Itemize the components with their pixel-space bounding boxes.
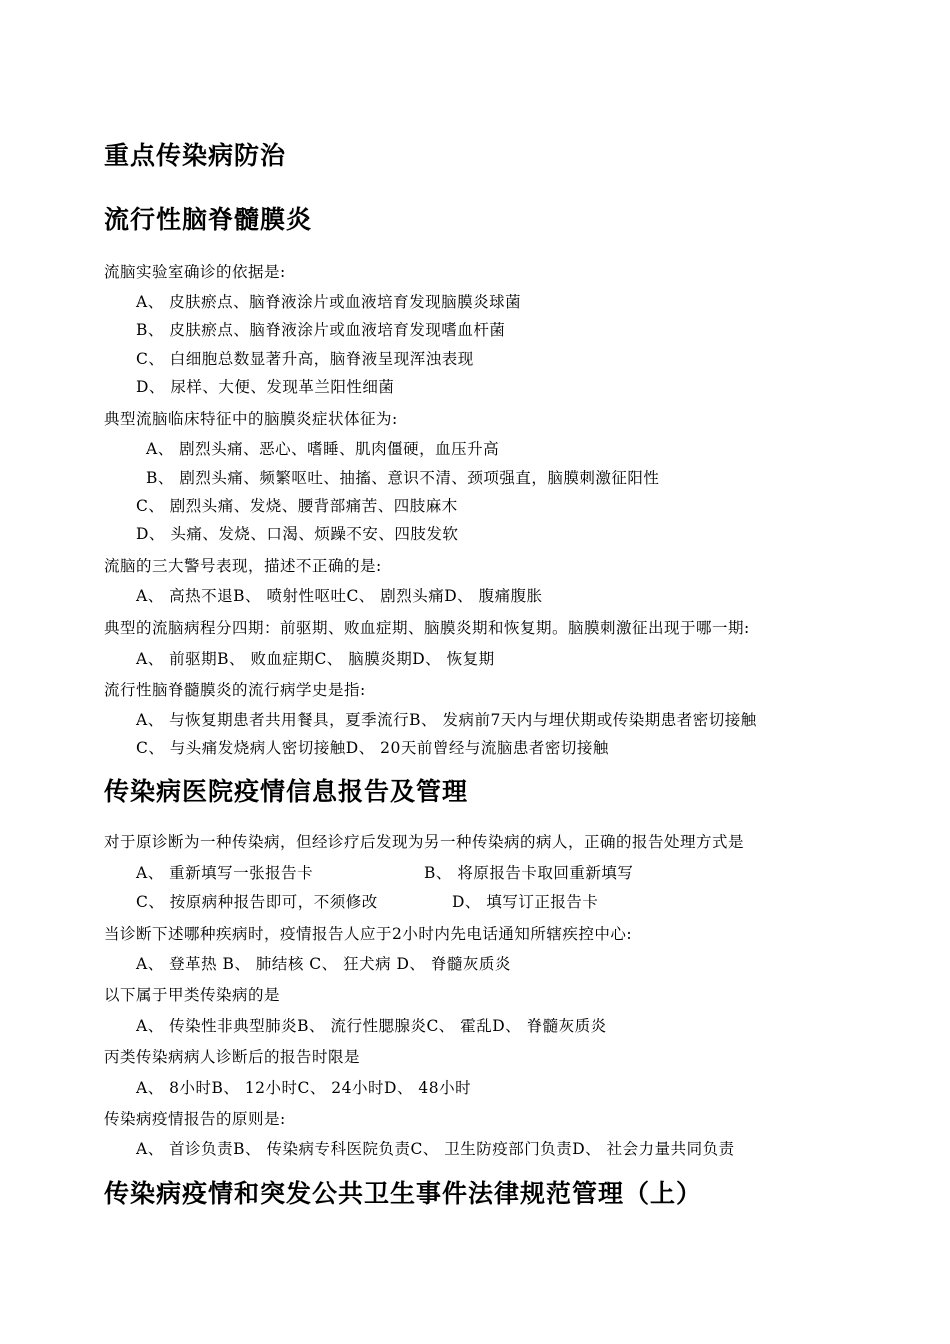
option: C、 按原病种报告即可，不须修改 xyxy=(136,893,378,911)
option-row: A、 登革热 B、 肺结核 C、 狂犬病 D、 脊髓灰质炎 xyxy=(136,955,511,973)
option-row: C、 与头痛发烧病人密切接触D、 20天前曾经与流脑患者密切接触 xyxy=(136,739,609,757)
question: 当诊断下述哪种疾病时，疫情报告人应于2小时内先电话通知所辖疾控中心: xyxy=(104,925,633,943)
section-title: 传染病医院疫情信息报告及管理 xyxy=(104,777,469,806)
option-row: A、 首诊负责B、 传染病专科医院负责C、 卫生防疫部门负责D、 社会力量共同负责 xyxy=(136,1140,735,1158)
question: 流脑的三大警号表现，描述不正确的是: xyxy=(104,557,382,575)
option-row: A、 高热不退B、 喷射性呕吐C、 剧烈头痛D、 腹痛腹胀 xyxy=(136,587,543,605)
question: 丙类传染病病人诊断后的报告时限是 xyxy=(104,1048,361,1066)
question: 典型流脑临床特征中的脑膜炎症状体征为: xyxy=(104,410,398,428)
question: 流脑实验室确诊的依据是: xyxy=(104,263,286,281)
section-title: 传染病疫情和突发公共卫生事件法律规范管理（上） xyxy=(104,1179,703,1208)
option: C、 白细胞总数显著升高，脑脊液呈现浑浊表现 xyxy=(136,350,474,368)
option: D、 尿样、大便、发现革兰阳性细菌 xyxy=(136,378,395,396)
option-row: A、 前驱期B、 败血症期C、 脑膜炎期D、 恢复期 xyxy=(136,650,495,668)
option-row: A、 传染性非典型肺炎B、 流行性腮腺炎C、 霍乱D、 脊髓灰质炎 xyxy=(136,1017,607,1035)
option: D、 填写订正报告卡 xyxy=(452,893,599,911)
question: 对于原诊断为一种传染病，但经诊疗后发现为另一种传染病的病人，正确的报告处理方式是 xyxy=(104,833,745,851)
option: B、 剧烈头痛、频繁呕吐、抽搐、意识不清、颈项强直，脑膜刺激征阳性 xyxy=(146,469,660,487)
question: 流行性脑脊髓膜炎的流行病学史是指: xyxy=(104,681,366,699)
question: 以下属于甲类传染病的是 xyxy=(104,986,281,1004)
option: B、 皮肤瘀点、脑脊液涂片或血液培育发现嗜血杆菌 xyxy=(136,321,506,339)
section-title: 重点传染病防治 xyxy=(104,141,287,170)
option-row: A、 8小时B、 12小时C、 24小时D、 48小时 xyxy=(136,1079,472,1097)
option: A、 重新填写一张报告卡 xyxy=(136,864,314,882)
section-title: 流行性脑脊髓膜炎 xyxy=(104,205,313,234)
option: A、 剧烈头痛、恶心、嗜睡、肌肉僵硬，血压升高 xyxy=(146,440,500,458)
question: 典型的流脑病程分四期：前驱期、败血症期、脑膜炎期和恢复期。脑膜刺激征出现于哪一期: xyxy=(104,619,750,637)
question: 传染病疫情报告的原则是: xyxy=(104,1110,286,1128)
option: B、 将原报告卡取回重新填写 xyxy=(424,864,634,882)
option-row: A、 与恢复期患者共用餐具，夏季流行B、 发病前7天内与埋伏期或传染期患者密切接触 xyxy=(136,711,757,729)
option: C、 剧烈头痛、发烧、腰背部痛苦、四肢麻木 xyxy=(136,497,458,515)
option: A、 皮肤瘀点、脑脊液涂片或血液培育发现脑膜炎球菌 xyxy=(136,293,522,311)
option: D、 头痛、发烧、口渴、烦躁不安、四肢发软 xyxy=(136,525,459,543)
